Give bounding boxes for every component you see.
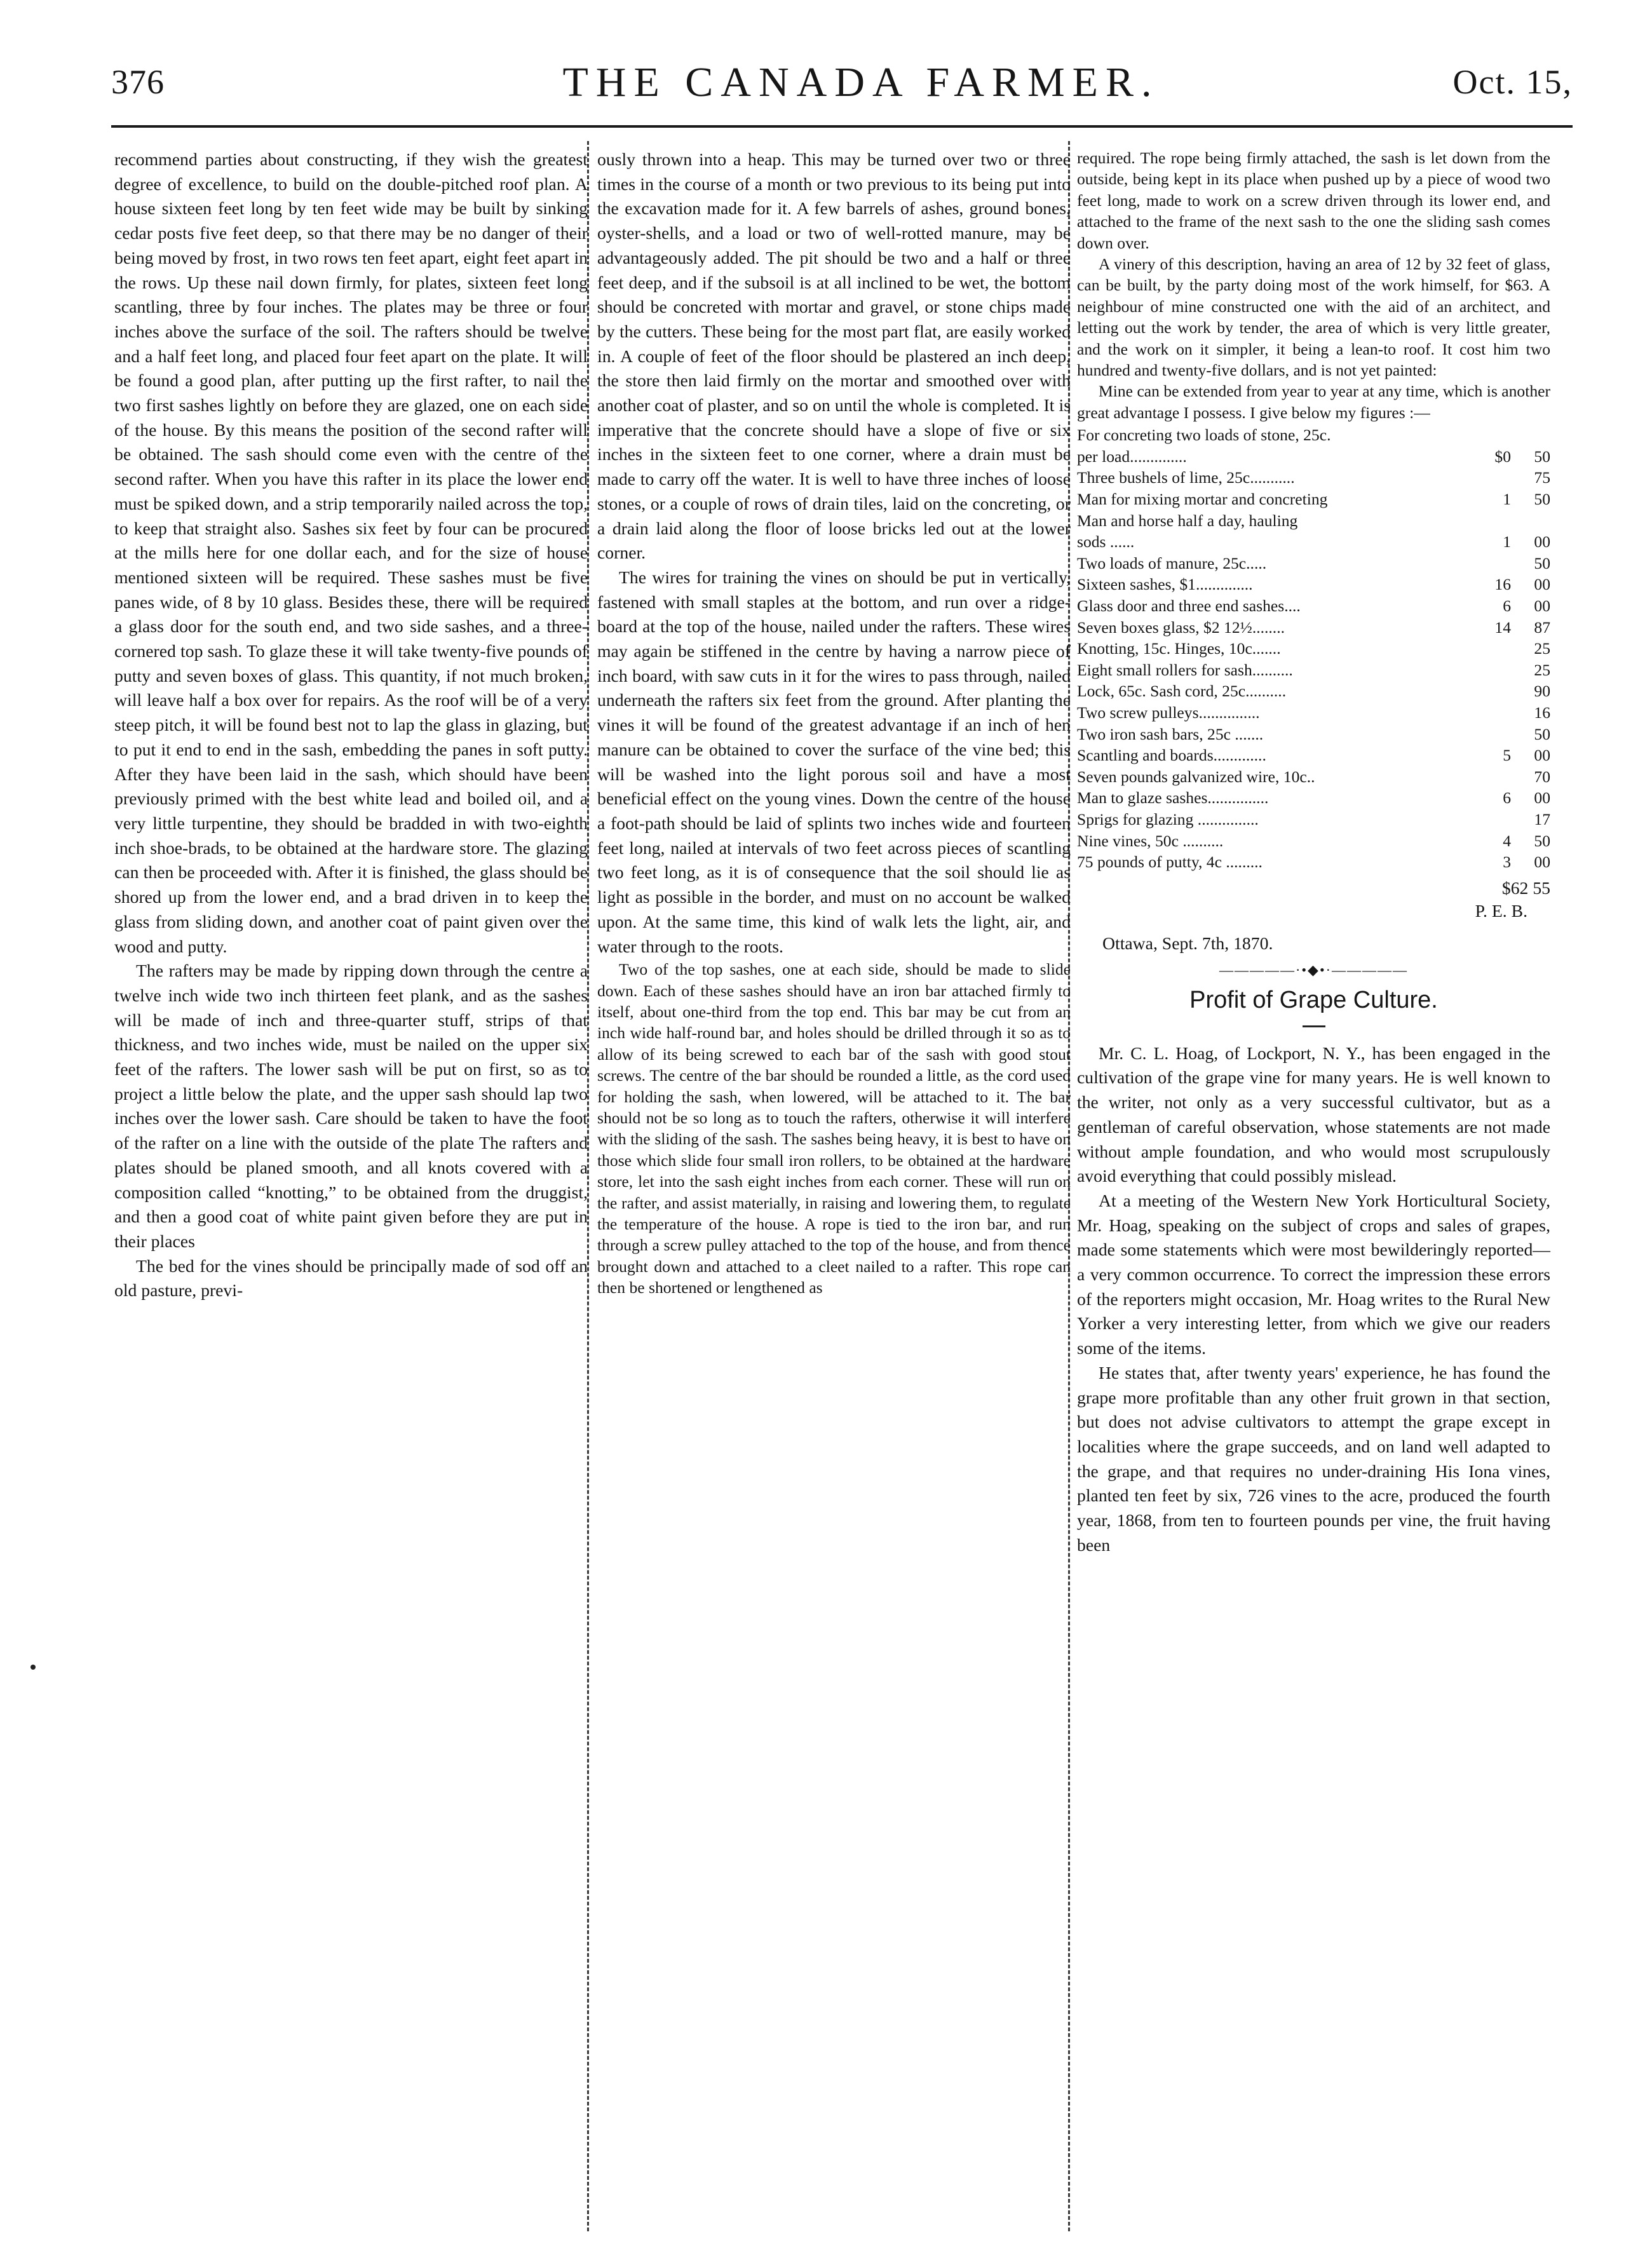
cost-row	[1077, 595, 1550, 617]
cost-item-cell: Sixteen sashes, $1..............	[1077, 575, 1253, 594]
paragraph: A vinery of this description, having an area of 12 by 32 feet of glass, can be built, by the party doing most of the work himself, for $63. A neighbour of mine constructed one with the aid of an architect, and letting out the work by tender, the area of which is very little greater, and the work on it simpler, it being a lean-to roof. It cost him two hundred and twenty-five dollars, and is not yet painted:	[1077, 255, 1550, 380]
cost-item-cell: Seven pounds galvanized wire, 10c..	[1077, 767, 1315, 786]
cost-row	[1077, 446, 1550, 468]
cost-cents-cell: 75	[1534, 468, 1550, 487]
column-1	[114, 147, 588, 1303]
cost-dollars-cell: 14	[1494, 618, 1511, 637]
cost-row	[1077, 424, 1550, 446]
cost-dollars-cell	[1474, 510, 1515, 532]
cost-row	[1077, 851, 1550, 873]
cost-dollars-cell: 5	[1503, 746, 1511, 765]
cost-cents-cell: 00	[1534, 853, 1550, 872]
paragraph: Mr. C. L. Hoag, of Lockport, N. Y., has been engaged in the cultivation of the grape vine for many years. He is well known to the writer, not only as a very successful cultivator, but as a gentleman of careful observation, whose statements are not made without ample foundation, and who would most scrupulously avoid everything that could possibly mislead.	[1077, 1043, 1550, 1186]
cost-dollars-cell	[1474, 659, 1515, 681]
article-heading: Profit of Grape Culture.	[1189, 986, 1438, 1013]
cost-dollars-cell	[1474, 724, 1515, 745]
cost-item-cell: Nine vines, 50c ..........	[1077, 831, 1224, 850]
cost-cents-cell: 50	[1534, 553, 1550, 572]
cost-row	[1077, 680, 1550, 702]
cost-cents-cell: 50	[1534, 490, 1550, 509]
cost-cents-cell	[1515, 424, 1550, 446]
cost-item-cell: sods ......	[1077, 532, 1135, 551]
cost-row	[1077, 574, 1550, 595]
cost-item-cell: Three bushels of lime, 25c...........	[1077, 468, 1295, 487]
cost-cents-cell: 87	[1534, 618, 1550, 637]
cost-cents-cell: 00	[1534, 575, 1550, 594]
cost-cents-cell: 00	[1534, 788, 1550, 808]
cost-item-cell: Two screw pulleys...............	[1077, 703, 1260, 722]
cost-cents-cell: 16	[1534, 703, 1550, 722]
cost-item-cell: Lock, 65c. Sash cord, 25c..........	[1077, 682, 1287, 701]
paragraph: The wires for training the vines on should be put in vertically, fastened with small staples at the bottom, and run over a ridge-board at the top of the house, nailed under the rafters. These wires may again be stiffened in the centre by having a narrow piece of inch board, with saw cuts in it for the wires to pass through, nailed underneath the rafters six feet from the ground. After planting the vines it will be found of the greatest advantage if an inch of hen manure can be obtained to cover the surface of the vine bed; this will be washed into the light porous soil and have a most beneficial effect on the young vines. Down the centre of the house a foot-path should be laid of splints two inches wide and fourteen feet long, nailed at intervals of two feet across pieces of scantling two feet long, as it is of consequence that the soil should lie as light as possible in the border, and must on no account be walked upon. At the same time, this kind of walk lets the light, air, and water through to the roots.	[597, 567, 1071, 956]
cost-item-cell: Man for mixing mortar and concreting	[1077, 490, 1328, 509]
cost-row	[1077, 617, 1550, 639]
masthead-rule	[111, 125, 1573, 128]
cost-cents-cell: 50	[1534, 831, 1550, 850]
cost-row	[1077, 745, 1550, 766]
cost-item-cell: Two iron sash bars, 25c .......	[1077, 724, 1264, 743]
cost-item-cell: Man to glaze sashes...............	[1077, 788, 1269, 808]
cost-dollars-cell: 4	[1503, 831, 1511, 850]
cost-cents-cell	[1515, 510, 1550, 532]
cost-cents-cell: 50	[1534, 447, 1550, 466]
issue-date: Oct. 15,	[1452, 63, 1573, 101]
cost-dollars-cell: 16	[1494, 575, 1511, 594]
cost-cents-cell: 90	[1534, 682, 1550, 701]
page-number: 376	[111, 63, 165, 101]
cost-row	[1077, 467, 1550, 489]
cost-dollars-cell: 6	[1503, 788, 1511, 808]
cost-item-cell: Eight small rollers for sash..........	[1077, 660, 1293, 679]
cost-row	[1077, 531, 1550, 553]
cost-row	[1077, 510, 1550, 532]
cost-cents-cell: 70	[1534, 767, 1550, 786]
cost-row	[1077, 809, 1550, 830]
cost-item-cell: Glass door and three end sashes....	[1077, 597, 1301, 616]
cost-item-cell: Knotting, 15c. Hinges, 10c.......	[1077, 639, 1281, 658]
cost-row	[1077, 787, 1550, 809]
cost-cents-cell: 50	[1534, 724, 1550, 743]
column-2	[597, 147, 1071, 1299]
cost-dollars-cell: 6	[1503, 597, 1511, 616]
cost-dollars-cell	[1474, 424, 1515, 446]
cost-dollars-cell	[1474, 680, 1515, 702]
paragraph: At a meeting of the Western New York Horticultural Society, Mr. Hoag, speaking on the subject of crops and sales of grapes, made some statements which were most bewilderingly reported—a very common occurrence. To correct the impression these errors of the reporters might occasion, Mr. Hoag writes to the Rural New Yorker a very interesting letter, from which we give our readers some of the items.	[1077, 1190, 1550, 1358]
cost-row	[1077, 553, 1550, 574]
newspaper-title: THE CANADA FARMER.	[562, 59, 1160, 105]
cost-dollars-cell: $0	[1494, 447, 1511, 466]
paragraph: He states that, after twenty years' experience, he has found the grape more profitable than any other fruit grown in that section, but does not advise cultivators to attempt the grape except in localities where the grape succeeds, and on land well adapted to the grape, and that requires no under-draining His Iona vines, planted ten feet by six, 726 vines to the acre, produced the fourth year, 1868, from ten to fourteen pounds per vine, the fruit having been	[1077, 1362, 1550, 1555]
cost-dollars-cell	[1474, 809, 1515, 830]
cost-dollars-cell	[1474, 467, 1515, 489]
cost-dollars-cell	[1474, 638, 1515, 659]
cost-row	[1077, 766, 1550, 788]
cost-dollars-cell: 3	[1503, 853, 1511, 872]
cost-row	[1077, 702, 1550, 724]
cost-item-cell: For concreting two loads of stone, 25c.	[1077, 426, 1331, 445]
cost-dollars-cell	[1474, 702, 1515, 724]
cost-cents-cell: 00	[1534, 597, 1550, 616]
cost-item-cell: Scantling and boards.............	[1077, 746, 1266, 765]
cost-row	[1077, 659, 1550, 681]
author-signature: P. E. B.	[1475, 900, 1527, 921]
paragraph: Two of the top sashes, one at each side, should be made to slide down. Each of these sashes should have an iron bar attached firmly to itself, about one-third from the top end. This bar may be cut from an inch wide half-round bar, and holes should be drilled through it so as to allow of its being screwed to each bar of the sash with good stout screws. The centre of the bar should be rounded a little, as the cord used for holding the sash, when lowered, will be attached to it. The bar should not be so long as to touch the rafters, otherwise it will interfere with the sliding of the sash. The sashes being heavy, it is best to have on those which slide four small iron rollers, to be obtained at the hardware store, let into the sash eight inches from each corner. These will run on the rafter, and assist materially, in raising and lowering them, to regulate the temperature of the house. A rope is tied to the iron bar, and run through a screw pulley attached to the top of the house, and from thence brought down and attached to a cleet nailed to a rafter. This rope can then be shortened or lengthened as	[597, 960, 1071, 1297]
cost-item-cell: Sprigs for glazing ...............	[1077, 809, 1259, 828]
dateline: Ottawa, Sept. 7th, 1870.	[1102, 933, 1273, 953]
paragraph: recommend parties about constructing, if they wish the greatest degree of excellence, to build on the double-pitched roof plan. A house sixteen feet long by ten feet wide may be built by sinking cedar posts five feet deep, so that there may be no danger of their being moved by frost, in two rows ten feet apart, eight feet apart in the rows. Up these nail down firmly, for plates, sixteen feet long scantling, three by four inches. The plates may be three or four inches above the surface of the soil. The rafters should be twelve and a half feet long, and placed four feet apart on the plate. It will be found a good plan, after putting up the first rafter, to nail the two first sashes lightly on before they are glazed, one on each side of the house. By this means the position of the second rafter will be obtained. The sash should come even with the centre of the second rafter. When you have this rafter in its place the lower end must be spiked down, and a strip temporarily nailed across the top, to keep that straight also. Sashes six feet by four can be procured at the mills here for one dollar each, and for the size of house mentioned sixteen will be required. These sashes must be five panes wide, of 8 by 10 glass. Besides these, there will be required a glass door for the south end, and two side sashes, and a three-cornered top sash. To glaze these it will take twenty-five pounds of putty and seven boxes of glass. This quantity, if not much broken, will leave half a box over for repairs. As the roof will be of a very steep pitch, it will be found best not to lap the glass in glazing, but to put it end to end in the sash, embedding the panes in soft putty. After they have been laid in the sash, which should have been previously primed with the best white lead and boiled oil, and a very little turpentine, they should be bradded in with two-eighth inch shoe-brads, to be obtained at the hardware store. The glazing can then be proceeded with. After it is finished, the glass should be shored up from the lower end, and a brad driven in to keep the glass from sliding down, and another coat of paint given over the wood and putty.	[114, 149, 588, 956]
paragraph: The bed for the vines should be principally made of sod off an old pasture, previ-	[114, 1255, 588, 1301]
cost-dollars-cell	[1474, 553, 1515, 574]
masthead	[111, 58, 1573, 128]
cost-row	[1077, 489, 1550, 510]
column-3	[1077, 147, 1550, 1558]
cost-figures-table	[1077, 424, 1550, 872]
cost-cents-cell: 00	[1534, 746, 1550, 765]
paragraph: required. The rope being firmly attached, the sash is let down from the outside, being kept in its place when pushed up by a piece of wood two feet long, made to work on a screw driven through its lower end, and attached to the frame of the next sash to the one the sliding sash comes down over.	[1077, 149, 1550, 252]
cost-item-cell: per load..............	[1077, 447, 1187, 466]
cost-cents-cell: 00	[1534, 532, 1550, 551]
cost-item-cell: 75 pounds of putty, 4c .........	[1077, 853, 1263, 872]
section-ornament: —————·•◆•·—————	[1219, 961, 1408, 978]
cost-cents-cell: 25	[1534, 639, 1550, 658]
cost-row	[1077, 830, 1550, 852]
paragraph: ously thrown into a heap. This may be turned over two or three times in the course of a month or two previous to its being put into the excavation made for it. A few barrels of ashes, ground bones, oyster-shells, and a load or two of well-rotted manure, may be advantageously added. The pit should be two and a half or three feet deep, and if the subsoil is at all inclined to be wet, the bottom should be concreted with mortar and gravel, or stone chips made by the cutters. These being for the most part flat, are easily worked in. A couple of feet of the floor should be plastered an inch deep, the store then laid firmly on the mortar and smoothed over with another coat of plaster, and so on until the whole is completed. It is imperative that the concrete should have a slope of five or six inches in the sixteen feet to one corner, where a drain must be made to carry off the water. It is well to have three inches of loose stones, or a couple of rows of drain tiles, laid on the concreting, or a drain laid along the floor of loose bricks led out at the lower corner.	[597, 149, 1071, 563]
print-speck	[30, 1665, 36, 1670]
cost-dollars-cell	[1474, 766, 1515, 788]
paragraph: The rafters may be made by ripping down through the centre a twelve inch wide two inch thirteen feet plank, and as the sashes will be made of inch and three-quarter stuff, strips of that thickness, and two inches wide, must be nailed on the upper six feet of the rafters. The lower sash will be put on first, so as to project a little below the plate, and the upper sash should lap two inches over the lower sash. Care should be taken to have the foot of the rafter on a line with the outside of the plate The rafters and plates should be planed smooth, and all knots covered with a composition called “knotting,” to be obtained from the druggist, and then a good coat of white paint given before they are put in their places	[114, 961, 588, 1251]
cost-item-cell: Seven boxes glass, $2 12½........	[1077, 618, 1285, 637]
cost-cents-cell: 25	[1534, 660, 1550, 679]
heading-rule	[1303, 1025, 1325, 1027]
cost-cents-cell: 17	[1534, 809, 1550, 828]
cost-row	[1077, 638, 1550, 659]
cost-row	[1077, 724, 1550, 745]
cost-item-cell: Man and horse half a day, hauling	[1077, 511, 1298, 530]
cost-dollars-cell: 1	[1503, 532, 1511, 551]
paragraph: Mine can be extended from year to year at any time, which is another great advantage I possess. I give below my figures :—	[1077, 382, 1550, 422]
cost-dollars-cell: 1	[1503, 490, 1511, 509]
cost-total: $62 55	[1501, 877, 1550, 898]
cost-item-cell: Two loads of manure, 25c.....	[1077, 553, 1267, 572]
